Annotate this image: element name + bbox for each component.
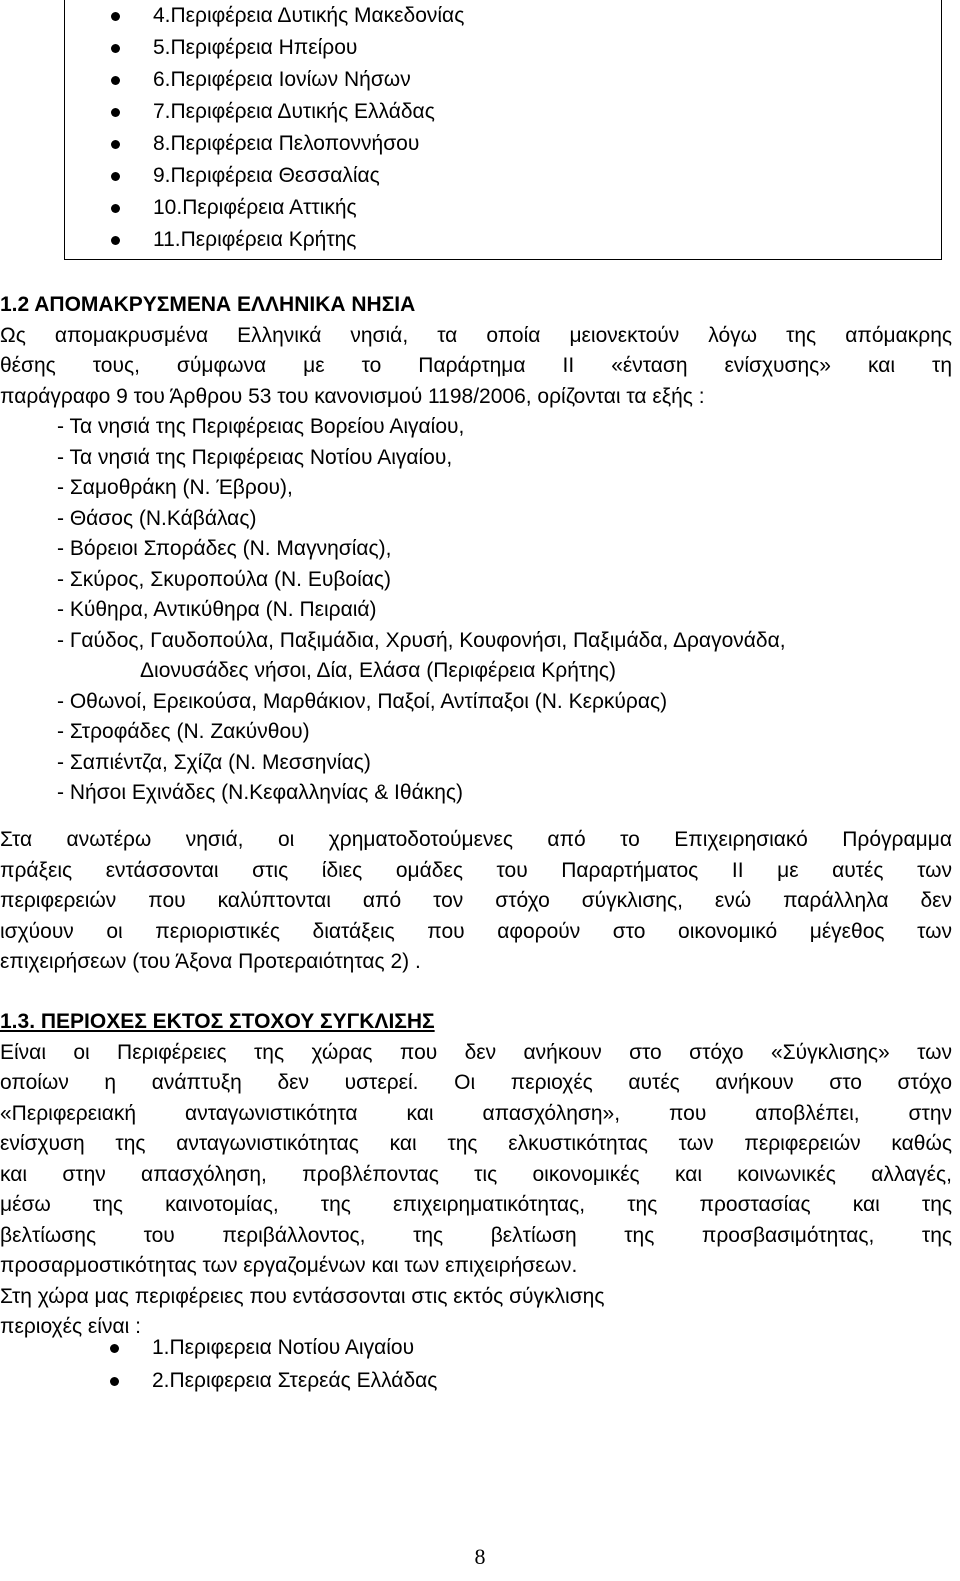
list-item: 2.Περιφερεια Στερεάς Ελλάδας bbox=[0, 1364, 952, 1397]
list-item: - Κύθηρα, Αντικύθηρα (Ν. Πειραιά) bbox=[57, 598, 377, 621]
bullet-icon bbox=[111, 140, 120, 149]
list-item: 8.Περιφέρεια Πελοποννήσου bbox=[65, 128, 941, 160]
list-item: Διονυσάδες νήσοι, Δία, Ελάσα (Περιφέρεια Κρήτης) bbox=[140, 659, 617, 682]
list-item: - Τα νησιά της Περιφέρειας Νοτίου Αιγαίου, bbox=[57, 445, 453, 469]
islands-list bbox=[0, 412, 952, 809]
regions-list-box bbox=[64, 0, 942, 260]
bullet-icon bbox=[111, 204, 120, 213]
list-item: 5.Περιφέρεια Ηπείρου bbox=[65, 32, 941, 64]
bullet-icon bbox=[110, 1377, 119, 1386]
list-item: - Σαπιέντζα, Σχίζα (Ν. Μεσσηνίας) bbox=[57, 750, 371, 774]
list-item: - Σαμοθράκη (Ν. Έβρου), bbox=[57, 476, 293, 499]
list-item: 6.Περιφέρεια Ιονίων Νήσων bbox=[65, 64, 941, 96]
list-item: 11.Περιφέρεια Κρήτης bbox=[65, 224, 941, 256]
regions-intro: Στη χώρα μας περιφέρειες που εντάσσονται στις εκτός σύγκλισης περιοχές είναι : bbox=[0, 1284, 605, 1338]
outside-regions-list bbox=[0, 1331, 952, 1397]
section-heading: 1.3. ΠΕΡΙΟΧΕΣ ΕΚΤΟΣ ΣΤΟΧΟΥ ΣΥΓΚΛΙΣΗΣ bbox=[0, 1010, 435, 1033]
bullet-icon bbox=[111, 76, 120, 85]
islands-paragraph: Στα ανωτέρω νησιά, οι χρηματοδοτούμενες από το Επιχειρησιακό Πρόγραμμα πράξεις εντάσσονται στις ίδιες ομάδες του Παραρτήματος ΙΙ με αυτές των περιφερειών που καλύπτονται από τον στόχο σύγκλισης, ενώ παράλληλα δεν ισχύουν οι περιοριστικές διατάξεις που αφορούν στο οικονομικό μέγεθος των επιχειρήσεων (του Άξονα Προτεραιότητας 2) . bbox=[0, 828, 952, 973]
list-item: - Τα νησιά της Περιφέρειας Βορείου Αιγαίου, bbox=[57, 415, 465, 438]
intro-paragraph: Ως απομακρυσμένα Ελληνικά νησιά, τα οποία μειονεκτούν λόγω της απόμακρης θέσης τους, σύμφωνα με το Παράρτημα ΙΙ «ένταση ενίσχυσης» και τη παράγραφο 9 του Άρθρου 53 του κανονισμού 1198/2006, ορίζονται τα εξής : bbox=[0, 323, 952, 408]
bullet-icon bbox=[110, 1344, 119, 1353]
list-item: - Νήσοι Εχινάδες (Ν.Κεφαλληνίας & Ιθάκης) bbox=[57, 781, 464, 804]
list-item: - Σκύρος, Σκυροπούλα (Ν. Ευβοίας) bbox=[57, 567, 392, 591]
bullet-icon bbox=[111, 172, 120, 181]
outside-regions-block bbox=[0, 1331, 952, 1397]
list-item: - Στροφάδες (Ν. Ζακύνθου) bbox=[57, 720, 310, 743]
list-item: 4.Περιφέρεια Δυτικής Μακεδονίας bbox=[65, 0, 941, 32]
list-item: - Βόρειοι Σποράδες (Ν. Μαγνησίας), bbox=[57, 537, 392, 560]
regions-list bbox=[65, 0, 941, 256]
section-outside-convergence bbox=[0, 1007, 952, 1343]
bullet-icon bbox=[111, 44, 120, 53]
list-item: 1.Περιφερεια Νοτίου Αιγαίου bbox=[0, 1331, 952, 1364]
list-item: - Θάσος (Ν.Κάβάλας) bbox=[57, 506, 257, 530]
bullet-icon bbox=[111, 236, 120, 245]
list-item: 10.Περιφέρεια Αττικής bbox=[65, 192, 941, 224]
list-item: 7.Περιφέρεια Δυτικής Ελλάδας bbox=[65, 96, 941, 128]
page-number: 8 bbox=[474, 1544, 486, 1569]
section-paragraph: Είναι οι Περιφέρειες της χώρας που δεν ανήκουν στο στόχο «Σύγκλισης» των οποίων η ανάπτυξη δεν υστερεί. Οι περιοχές αυτές ανήκουν στο στόχο «Περιφερειακή ανταγωνιστικότητα και απασχόληση», που αποβλέπει, στην ενίσχυση της ανταγωνιστικότητας και της ελκυστικότητας των περιφερειών καθώς και στην απασχόληση, προβλέποντας τις οικονομικές και κοινωνικές αλλαγές, μέσω της καινοτομίας, της επιχειρηματικότητας, της προστασίας και της βελτίωσης του περιβάλλοντος, της βελτίωση της προσβασιμότητας, της προσαρμοστικότητας των εργαζομένων και των επιχειρήσεων. bbox=[0, 1040, 952, 1277]
bullet-icon bbox=[111, 108, 120, 117]
section-heading: 1.2 ΑΠΟΜΑΚΡΥΣΜΕΝΑ ΕΛΛΗΝΙΚΑ ΝΗΣΙΑ bbox=[0, 293, 416, 316]
list-item: - Γαύδος, Γαυδοπούλα, Παξιμάδια, Χρυσή, Κουφονήσι, Παξιμάδα, Δραγονάδα, bbox=[57, 628, 786, 652]
list-item: - Οθωνοί, Ερεικούσα, Μαρθάκιον, Παξοί, Αντίπαξοι (Ν. Κερκύρας) bbox=[57, 689, 668, 713]
bullet-icon bbox=[111, 12, 120, 21]
list-item: 9.Περιφέρεια Θεσσαλίας bbox=[65, 160, 941, 192]
section-remote-islands bbox=[0, 290, 952, 809]
